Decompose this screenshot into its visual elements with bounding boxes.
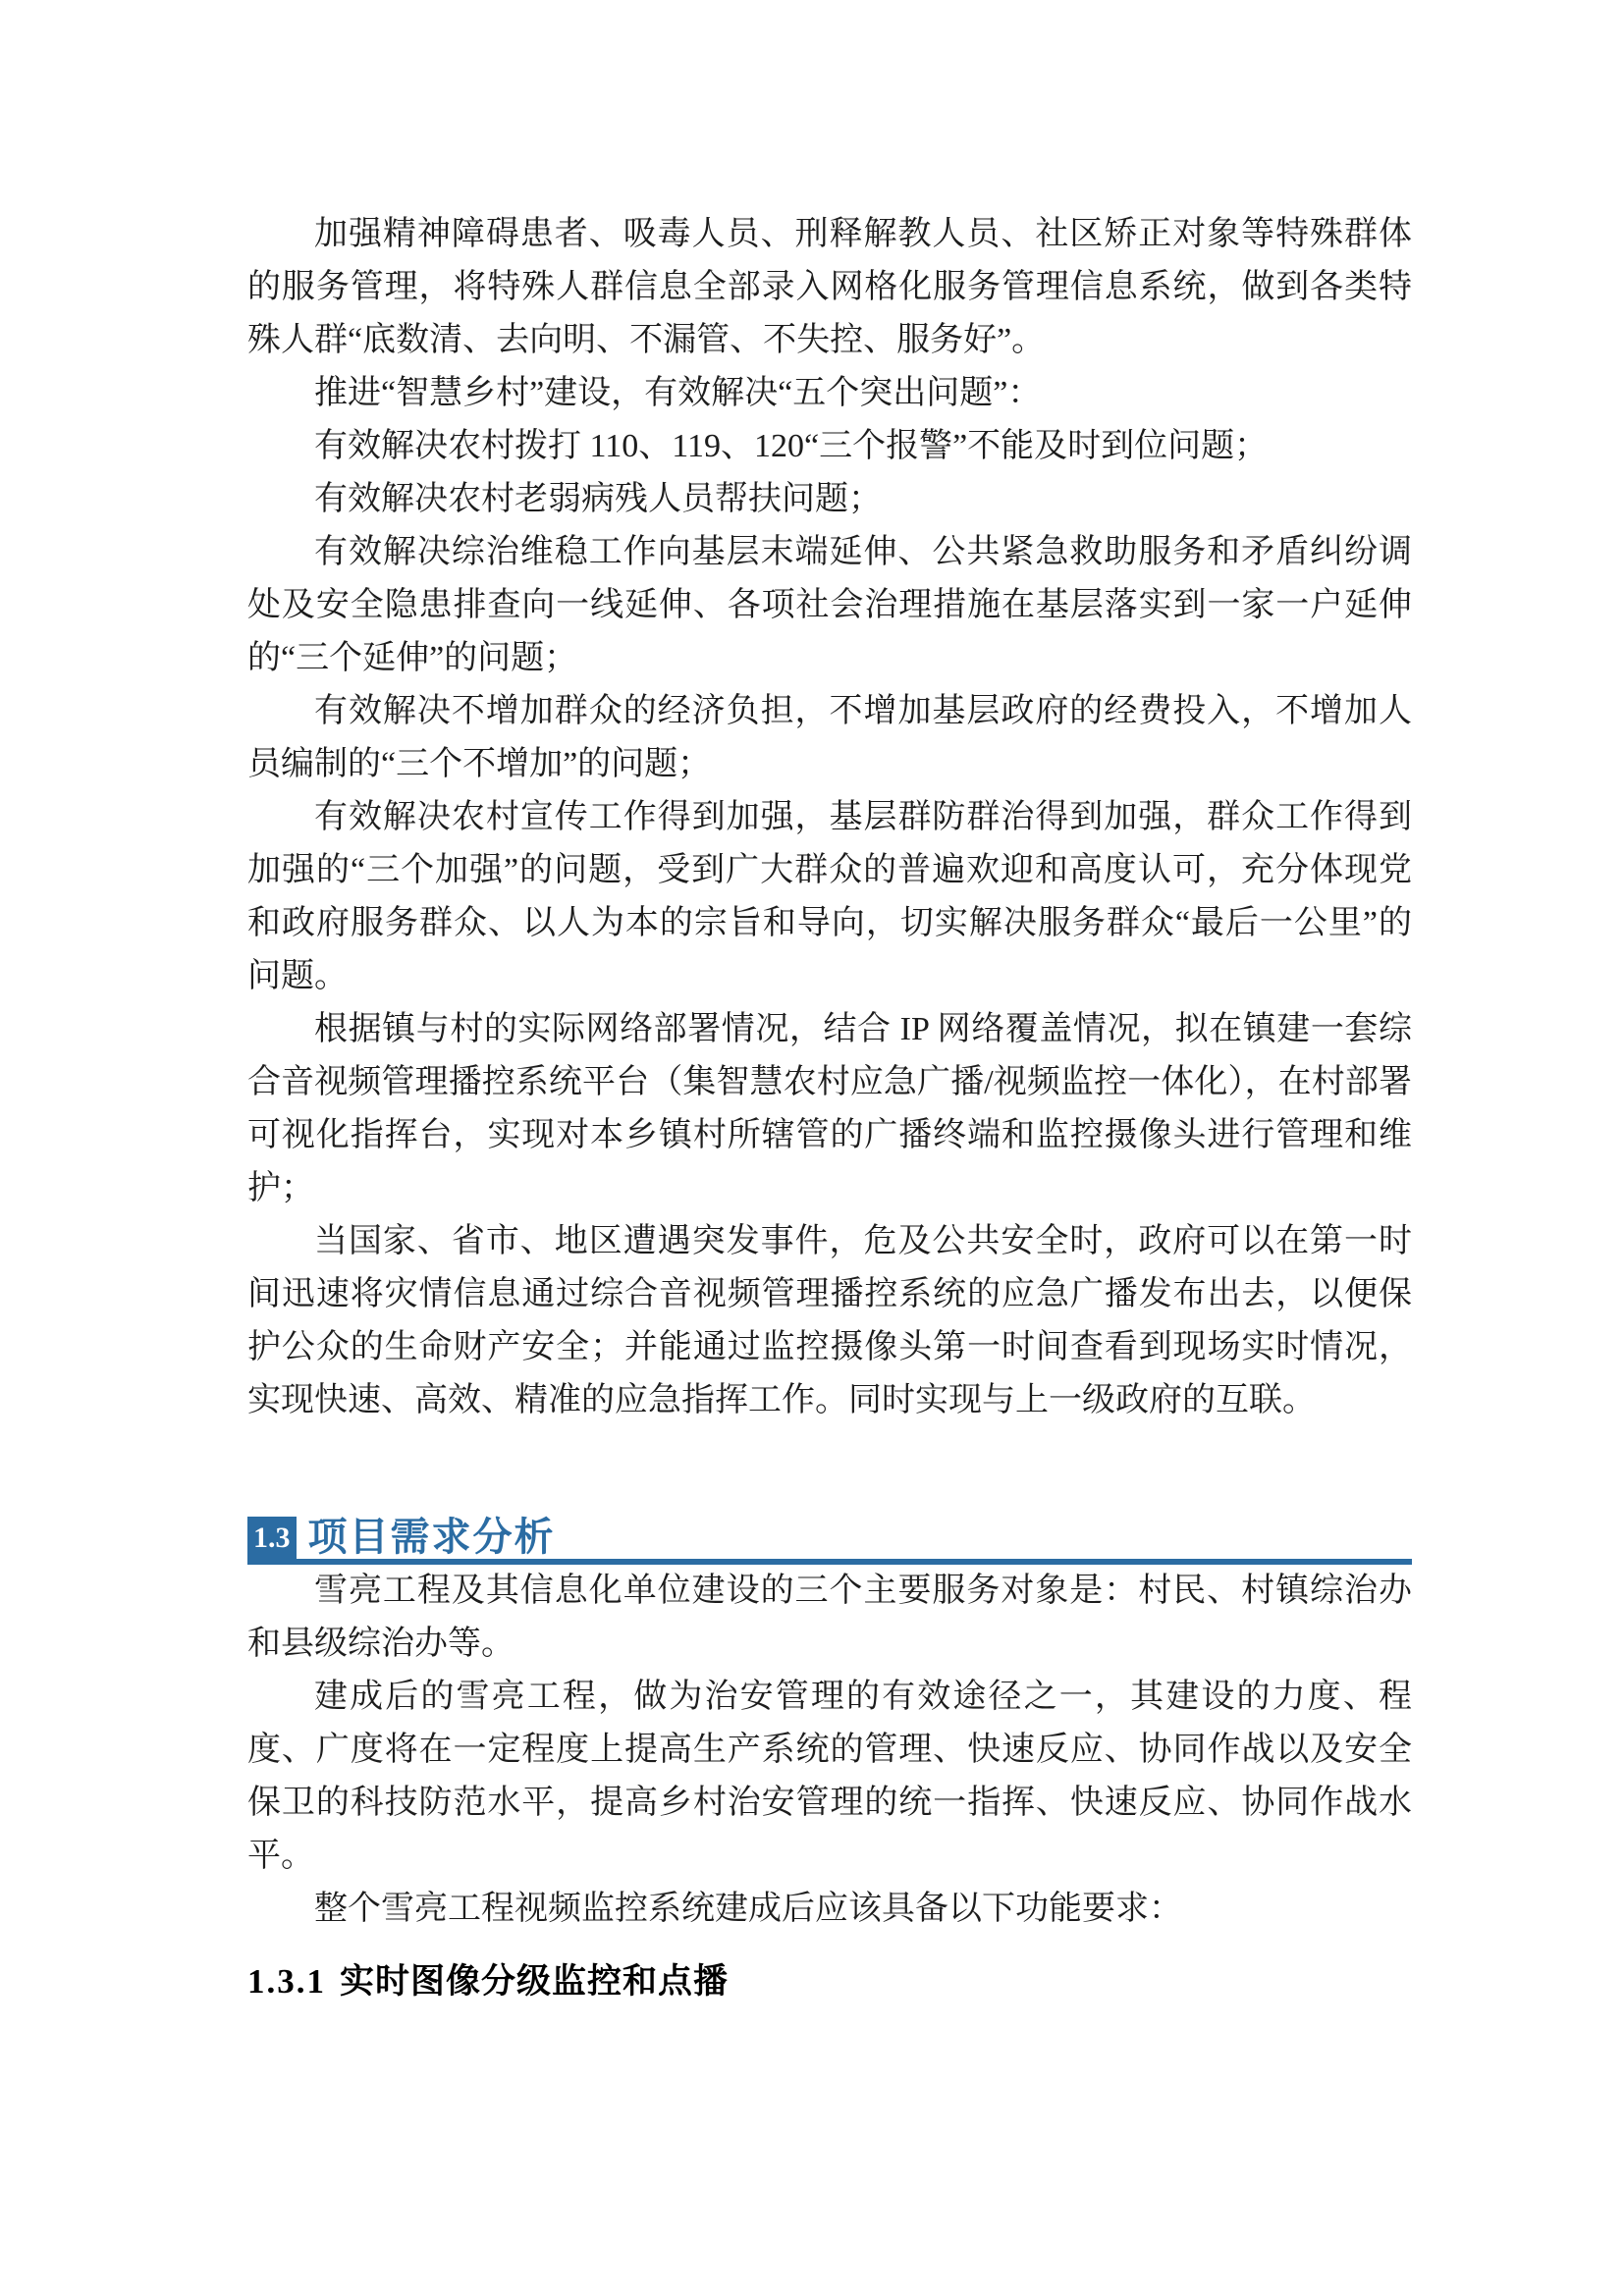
section-title: 项目需求分析	[307, 1515, 556, 1559]
section-number-badge: 1.3	[247, 1517, 297, 1559]
paragraph-built-project: 建成后的雪亮工程，做为治安管理的有效途径之一，其建设的力度、程度、广度将在一定程度上提高生产系统的管理、快速反应、协同作战以及安全保卫的科技防范水平，提高乡村治安管理的统一指挥、快速反应、协同作战水平。	[247, 1679, 1412, 1874]
paragraph-emergency-broadcast: 当国家、省市、地区遭遇突发事件，危及公共安全时，政府可以在第一时间迅速将灾情信息通过综合音视频管理播控系统的应急广播发布出去，以便保护公众的生命财产安全；并能通过监控摄像头第一时间查看到现场实时情况，实现快速、高效、精准的应急指挥工作。同时实现与上一级政府的互联。	[247, 1223, 1412, 1418]
paragraph-three-extensions: 有效解决综治维稳工作向基层末端延伸、公共紧急救助服务和矛盾纠纷调处及安全隐患排查向一线延伸、各项社会治理措施在基层落实到一家一户延伸的“三个延伸”的问题；	[247, 534, 1412, 676]
paragraph-function-requirements: 整个雪亮工程视频监控系统建成后应该具备以下功能要求：	[314, 1891, 1182, 1927]
subsection-heading-1-3-1	[247, 1957, 1412, 2006]
page-content	[247, 208, 1412, 2006]
paragraph-three-alarms: 有效解决农村拨打 110、119、120“三个报警”不能及时到位问题；	[314, 428, 1269, 464]
paragraph-three-strengthen: 有效解决农村宣传工作得到加强，基层群防群治得到加强，群众工作得到加强的“三个加强”的问题，受到广大群众的普遍欢迎和高度认可，充分体现党和政府服务群众、以人为本的宗旨和导向，切实解决服务群众“最后一公里”的问题。	[247, 799, 1412, 994]
paragraph-smart-village: 推进“智慧乡村”建设，有效解决“五个突出问题”：	[314, 375, 1042, 411]
paragraph-three-no-increase: 有效解决不增加群众的经济负担，不增加基层政府的经费投入，不增加人员编制的“三个不增加”的问题；	[247, 693, 1412, 782]
paragraph-network-deployment: 根据镇与村的实际网络部署情况，结合 IP 网络覆盖情况，拟在镇建一套综合音视频管理播控系统平台（集智慧农村应急广播/视频监控一体化），在村部署可视化指挥台，实现对本乡镇村所辖管的广播终端和监控摄像头进行管理和维护；	[247, 1011, 1412, 1206]
subsection-number: 1.3.1	[247, 1962, 326, 2001]
paragraph-elderly-support: 有效解决农村老弱病残人员帮扶问题；	[314, 481, 882, 517]
paragraph-special-groups: 加强精神障碍患者、吸毒人员、刑释解教人员、社区矫正对象等特殊群体的服务管理，将特殊人群信息全部录入网格化服务管理信息系统，做到各类特殊人群“底数清、去向明、不漏管、不失控、服务好”。	[247, 216, 1412, 358]
paragraph-service-targets: 雪亮工程及其信息化单位建设的三个主要服务对象是：村民、村镇综治办和县级综治办等。	[247, 1573, 1412, 1662]
section-heading-1-3	[247, 1516, 1412, 1565]
subsection-title: 实时图像分级监控和点播	[340, 1962, 730, 2001]
